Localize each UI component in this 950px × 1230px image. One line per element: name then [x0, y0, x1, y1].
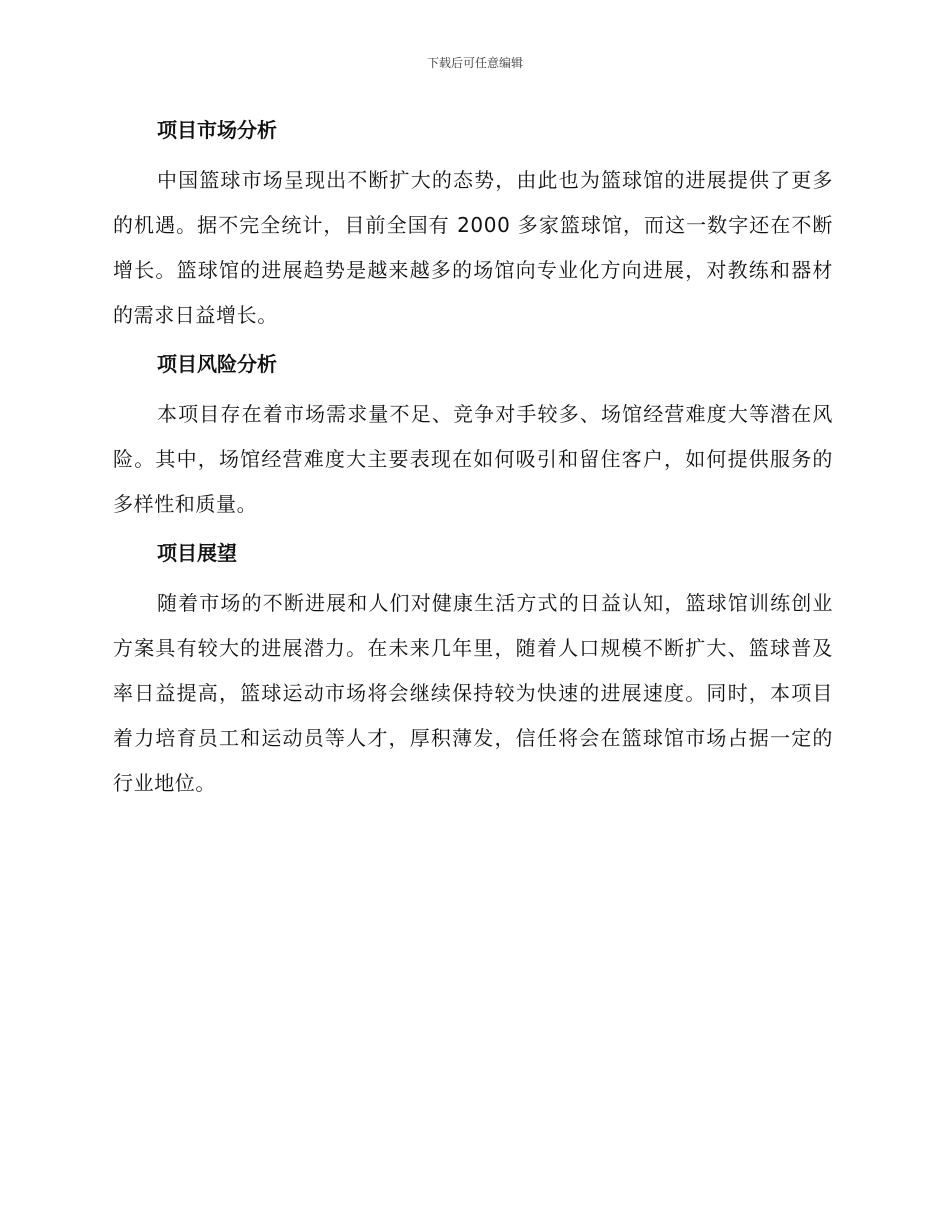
document-body [113, 110, 833, 806]
header-note: 下载后可任意编辑 [426, 56, 523, 70]
section-risk-analysis [113, 344, 833, 533]
section-paragraph: 随着市场的不断进展和人们对健康生活方式的日益认知，篮球馆训练创业方案具有较大的进展潜力。在未来几年里，随着人口规模不断扩大、篮球普及率日益提高，篮球运动市场将会继续保持较为快速的进展速度。同时，本项目着力培育员工和运动员等人才，厚积薄发，信任将会在篮球馆市场占据一定的行业地位。 [113, 591, 833, 795]
section-paragraph: 中国篮球市场呈现出不断扩大的态势，由此也为篮球馆的进展提供了更多的机遇。据不完全统计，目前全国有 2000 多家篮球馆，而这一数字还在不断增长。篮球馆的进展趋势是越来越多的场馆向专业化方向进展，对教练和器材的需求日益增长。 [113, 168, 833, 327]
section-outlook [113, 533, 833, 806]
section-heading: 项目展望 [157, 541, 237, 565]
section-market-analysis [113, 110, 833, 344]
section-heading: 项目市场分析 [157, 118, 277, 142]
section-paragraph: 本项目存在着市场需求量不足、竞争对手较多、场馆经营难度大等潜在风险。其中，场馆经营难度大主要表现在如何吸引和留住客户，如何提供服务的多样性和质量。 [113, 402, 833, 516]
section-heading: 项目风险分析 [157, 352, 277, 376]
